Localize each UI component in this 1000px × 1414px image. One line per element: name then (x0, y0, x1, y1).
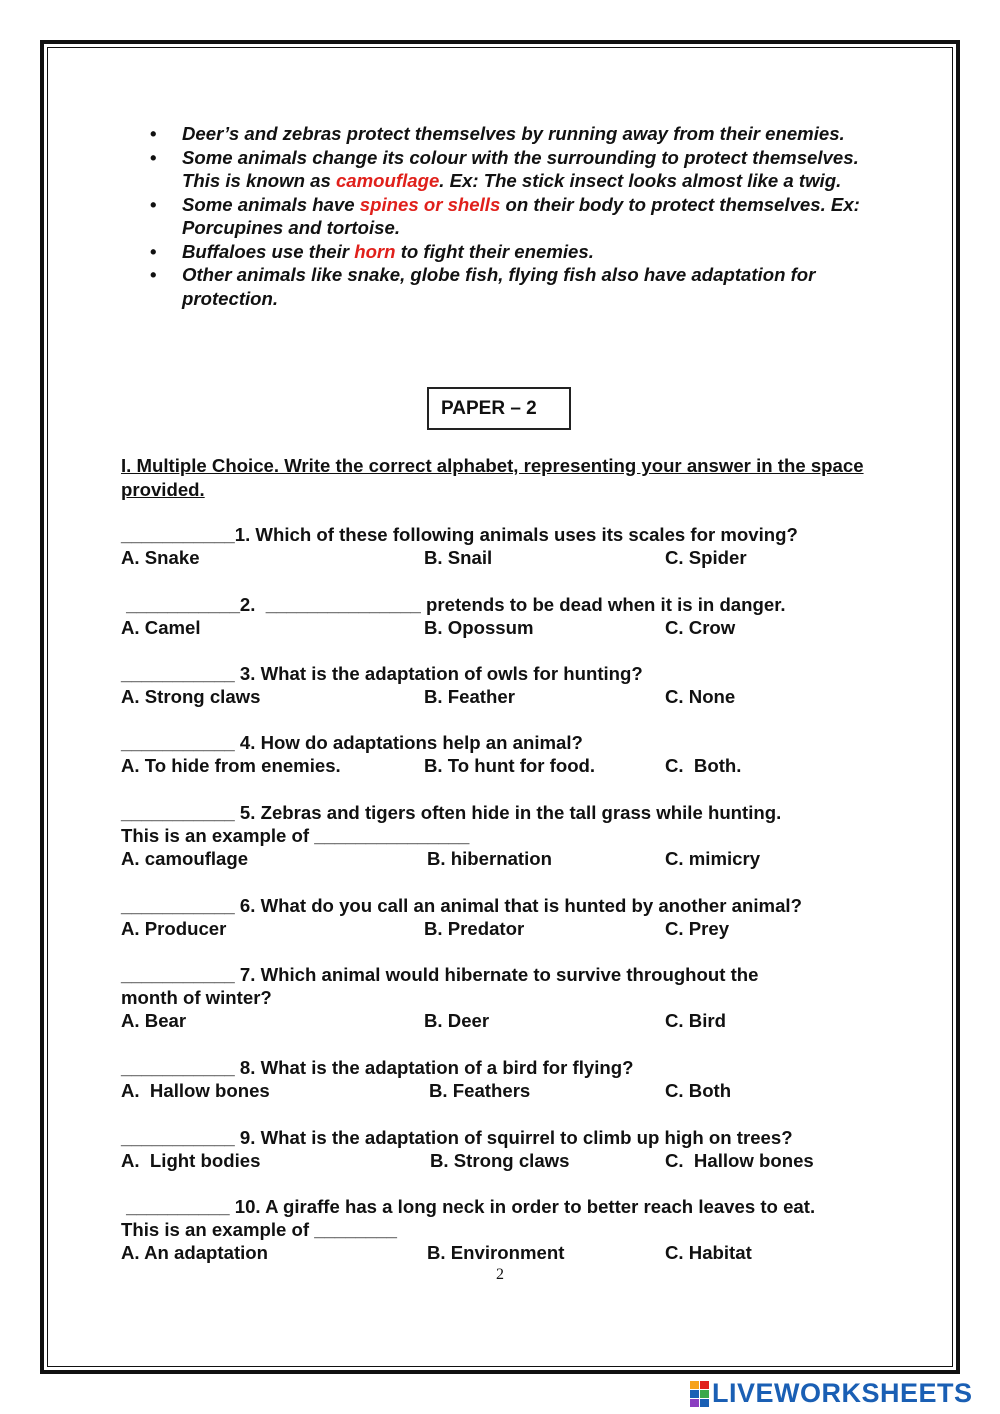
option-c[interactable]: C. Spider (665, 547, 747, 568)
option-a[interactable]: A. Producer (121, 918, 227, 939)
option-b[interactable]: B. Strong claws (430, 1150, 570, 1171)
option-a[interactable]: A. Strong claws (121, 686, 261, 707)
question-stem: ___________ 8. What is the adaptation of a bird for flying? (121, 1057, 634, 1078)
highlight-term: spines or shells (359, 193, 501, 215)
option-a[interactable]: A. Camel (121, 617, 201, 638)
option-a[interactable]: A. Bear (121, 1010, 187, 1031)
question-9 (121, 1126, 891, 1172)
option-c[interactable]: C. Hallow bones (665, 1150, 814, 1171)
question-stem: ___________2. _______________ pretends to be dead when it is in danger. (121, 594, 786, 615)
bullet-item: • Buffaloes use their horn to fight their enemies. (148, 240, 888, 264)
question-stem: ___________ 3. What is the adaptation of owls for hunting? (121, 663, 643, 684)
question-stem: ___________ 6. What do you call an animal that is hunted by another animal? (121, 895, 802, 916)
option-b[interactable]: B. Predator (424, 918, 525, 939)
question-1 (121, 523, 891, 569)
option-b[interactable]: B. To hunt for food. (424, 755, 596, 776)
question-2 (121, 593, 891, 639)
option-b[interactable]: B. Feathers (429, 1080, 531, 1101)
option-b[interactable]: B. Opossum (424, 617, 534, 638)
question-8 (121, 1056, 891, 1102)
question-stem: ___________ 7. Which animal would hibernate to survive throughout the month of winter? (121, 964, 759, 1008)
liveworksheets-logo (690, 1378, 973, 1409)
question-stem: ___________ 5. Zebras and tigers often hide in the tall grass while hunting. This is an example of _______________ (121, 802, 782, 846)
question-stem: ___________ 4. How do adaptations help an animal? (121, 732, 583, 753)
option-a[interactable]: A. An adaptation (121, 1242, 269, 1263)
option-c[interactable]: C. Crow (665, 617, 736, 638)
option-b[interactable]: B. Deer (424, 1010, 490, 1031)
option-b[interactable]: B. Environment (427, 1242, 565, 1263)
question-7 (121, 963, 891, 1032)
question-stem: ___________1. Which of these following animals uses its scales for moving? (121, 524, 798, 545)
page-number: 2 (496, 1266, 504, 1283)
bullet-item: • Deer’s and zebras protect themselves by running away from their enemies. (148, 122, 888, 146)
option-b[interactable]: B. Feather (424, 686, 515, 707)
paper-title: PAPER – 2 (427, 387, 571, 430)
question-10 (121, 1195, 891, 1264)
bullet-item: • Other animals like snake, globe fish, flying fish also have adaptation for protection. (148, 263, 888, 310)
section-instruction: I. Multiple Choice. Write the correct alphabet, representing your answer in the space provided. (121, 455, 864, 500)
option-b[interactable]: B. Snail (424, 547, 493, 568)
highlight-term: horn (354, 240, 396, 262)
option-c[interactable]: C. Both (665, 1080, 732, 1101)
option-b[interactable]: B. hibernation (427, 848, 552, 869)
question-6 (121, 894, 891, 940)
bullet-item: • Some animals change its colour with the surrounding to protect themselves. This is known as camouflage. Ex: The stick insect looks almost like a twig. (148, 146, 888, 193)
highlight-term: camouflage (335, 170, 440, 191)
option-c[interactable]: C. None (665, 686, 736, 707)
question-5 (121, 801, 891, 870)
option-c[interactable]: C. Both. (665, 755, 742, 776)
option-a[interactable]: A. Snake (121, 547, 200, 568)
option-a[interactable]: A. camouflage (121, 848, 249, 869)
question-stem: __________ 10. A giraffe has a long neck in order to better reach leaves to eat. This is an example of ________ (121, 1196, 816, 1240)
protection-facts-list (148, 122, 888, 310)
question-stem: ___________ 9. What is the adaptation of squirrel to climb up high on trees? (121, 1127, 793, 1148)
option-c[interactable]: C. Prey (665, 918, 730, 939)
option-c[interactable]: C. mimicry (665, 848, 761, 869)
liveworksheets-wordmark: LIVEWORKSHEETS (712, 1378, 973, 1408)
option-a[interactable]: A. Light bodies (121, 1150, 261, 1171)
question-4 (121, 731, 891, 777)
liveworksheets-icon (690, 1381, 708, 1407)
option-a[interactable]: A. To hide from enemies. (121, 755, 341, 776)
bullet-item: • Some animals have spines or shells on their body to protect themselves. Ex: Porcupines and tortoise. (148, 193, 888, 240)
option-a[interactable]: A. Hallow bones (121, 1080, 270, 1101)
option-c[interactable]: C. Habitat (665, 1242, 752, 1263)
question-3 (121, 662, 891, 708)
option-c[interactable]: C. Bird (665, 1010, 726, 1031)
